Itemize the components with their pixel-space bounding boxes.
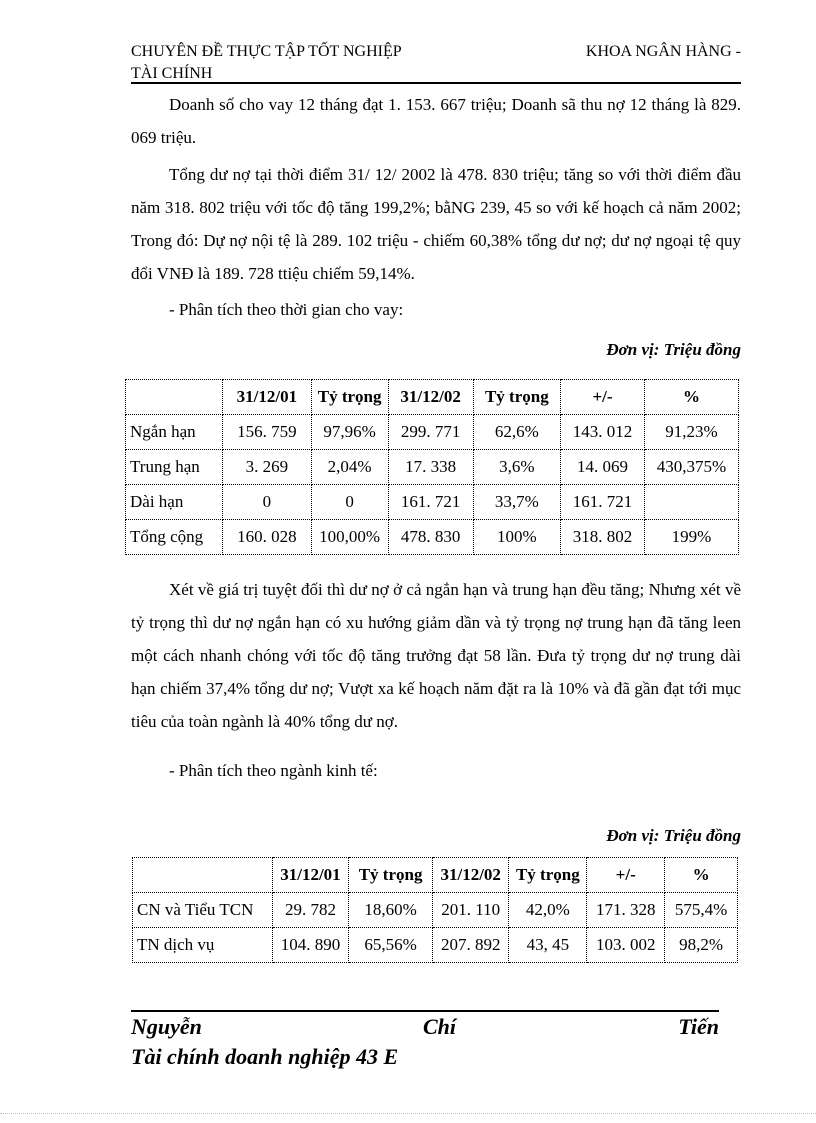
table-cell: 97,96%: [311, 415, 388, 450]
row-label: Trung hạn: [126, 450, 223, 485]
footer-divider: [131, 1010, 719, 1012]
header-title-line2: TÀI CHÍNH: [131, 65, 213, 82]
table-cell: 299. 771: [388, 415, 473, 450]
table-row: [133, 893, 738, 928]
table-cell: 14. 069: [561, 450, 645, 485]
page-bottom-edge: [0, 1113, 816, 1114]
table-cell: 42,0%: [509, 893, 587, 928]
header-department: KHOA NGÂN HÀNG -: [585, 43, 741, 60]
column-header: 31/12/02: [433, 858, 509, 893]
column-header: [126, 380, 223, 415]
column-header: Tỷ trọng: [311, 380, 388, 415]
table-cell: 100,00%: [311, 520, 388, 555]
table-row: [126, 485, 739, 520]
table2-header-row: [133, 858, 738, 893]
table-cell: 199%: [644, 520, 738, 555]
paragraph-total-debt: Tổng dư nợ tại thời điểm 31/ 12/ 2002 là 478. 830 triệu; tăng so với thời điểm đầu năm 318. 802 triệu với tốc độ tăng 199,2%; bằNG 239, 45 so với kế hoạch cả năm 2002; Trong đó: Dự nợ nội tệ là 289. 102 triệu - chiếm 60,38% tổng dư nợ; dư nợ ngoại tệ quy đổi VNĐ là 189. 728 ttiệu chiếm 59,14%.: [131, 165, 741, 283]
author-last-name: Tiến: [678, 1014, 719, 1039]
table-cell: 43, 45: [509, 928, 587, 963]
table-row: [126, 415, 739, 450]
unit-label-1: Đơn vị: Triệu đồng: [606, 340, 741, 359]
table-cell: 156. 759: [223, 415, 311, 450]
column-header: %: [665, 858, 738, 893]
row-label: CN và Tiểu TCN: [133, 893, 273, 928]
row-label: Ngắn hạn: [126, 415, 223, 450]
paragraph-section-sector: - Phân tích theo ngành kinh tế:: [169, 761, 378, 780]
table-cell: 143. 012: [561, 415, 645, 450]
column-header: Tỷ trọng: [349, 858, 433, 893]
column-header: +/-: [561, 380, 645, 415]
table-cell: 91,23%: [644, 415, 738, 450]
table-cell: 207. 892: [433, 928, 509, 963]
author-middle-name: Chí: [423, 1014, 457, 1039]
table-cell: 160. 028: [223, 520, 311, 555]
column-header: [133, 858, 273, 893]
header-title-line1: CHUYÊN ĐỀ THỰC TẬP TỐT NGHIỆP: [131, 43, 402, 60]
column-header: 31/12/01: [223, 380, 311, 415]
paragraph-analysis: Xét về giá trị tuyệt đối thì dư nợ ở cả ngắn hạn và trung hạn đều tăng; Nhưng xét về tỷ trọng thì dư nợ ngắn hạn có xu hướng giảm dần và tỷ trọng nợ trung hạn đã tăng leen một cách nhanh chóng với tốc độ tăng trưởng đạt 58 lần. Đưa tỷ trọng dư nợ trung dài hạn chiếm 37,4% tổng dư nợ; Vượt xa kế hoạch năm đặt ra là 10% và đã gần đạt tới mục tiêu của toàn ngành là 40% tổng dư nợ.: [131, 580, 741, 731]
table-cell: 161. 721: [561, 485, 645, 520]
table-cell: 33,7%: [473, 485, 560, 520]
footer-class: Tài chính doanh nghiệp 43 E: [131, 1044, 399, 1069]
paragraph-section-time: - Phân tích theo thời gian cho vay:: [169, 300, 404, 319]
column-header: Tỷ trọng: [509, 858, 587, 893]
column-header: Tỷ trọng: [473, 380, 560, 415]
table-cell: 65,56%: [349, 928, 433, 963]
table-cell: 3. 269: [223, 450, 311, 485]
table-row: [126, 450, 739, 485]
column-header: %: [644, 380, 738, 415]
table-cell: 2,04%: [311, 450, 388, 485]
table-cell: 0: [223, 485, 311, 520]
table-cell: 161. 721: [388, 485, 473, 520]
table-cell: 201. 110: [433, 893, 509, 928]
row-label: Tổng cộng: [126, 520, 223, 555]
table-cell: 104. 890: [272, 928, 348, 963]
header-divider: [131, 82, 741, 84]
row-label: Dài hạn: [126, 485, 223, 520]
table-economic-sector: [132, 857, 738, 963]
footer-author: [131, 1014, 719, 1044]
table-cell: 171. 328: [587, 893, 665, 928]
table-row: [126, 520, 739, 555]
column-header: +/-: [587, 858, 665, 893]
table-cell: 29. 782: [272, 893, 348, 928]
table-cell: 62,6%: [473, 415, 560, 450]
table-cell: 575,4%: [665, 893, 738, 928]
table-cell: 17. 338: [388, 450, 473, 485]
table1-header-row: [126, 380, 739, 415]
paragraph-loan-turnover: Doanh số cho vay 12 tháng đạt 1. 153. 667 triệu; Doanh sã thu nợ 12 tháng là 829. 069 triệu.: [131, 95, 741, 147]
table-cell: [644, 485, 738, 520]
table-cell: 478. 830: [388, 520, 473, 555]
table-row: [133, 928, 738, 963]
table-cell: 3,6%: [473, 450, 560, 485]
table-cell: 318. 802: [561, 520, 645, 555]
table-cell: 98,2%: [665, 928, 738, 963]
unit-label-2: Đơn vị: Triệu đồng: [606, 826, 741, 845]
row-label: TN dịch vụ: [133, 928, 273, 963]
table-cell: 18,60%: [349, 893, 433, 928]
column-header: 31/12/01: [272, 858, 348, 893]
table-cell: 430,375%: [644, 450, 738, 485]
table-cell: 100%: [473, 520, 560, 555]
table-cell: 0: [311, 485, 388, 520]
author-first-name: Nguyễn: [131, 1014, 202, 1039]
column-header: 31/12/02: [388, 380, 473, 415]
table-cell: 103. 002: [587, 928, 665, 963]
table-loan-term: [125, 379, 739, 555]
